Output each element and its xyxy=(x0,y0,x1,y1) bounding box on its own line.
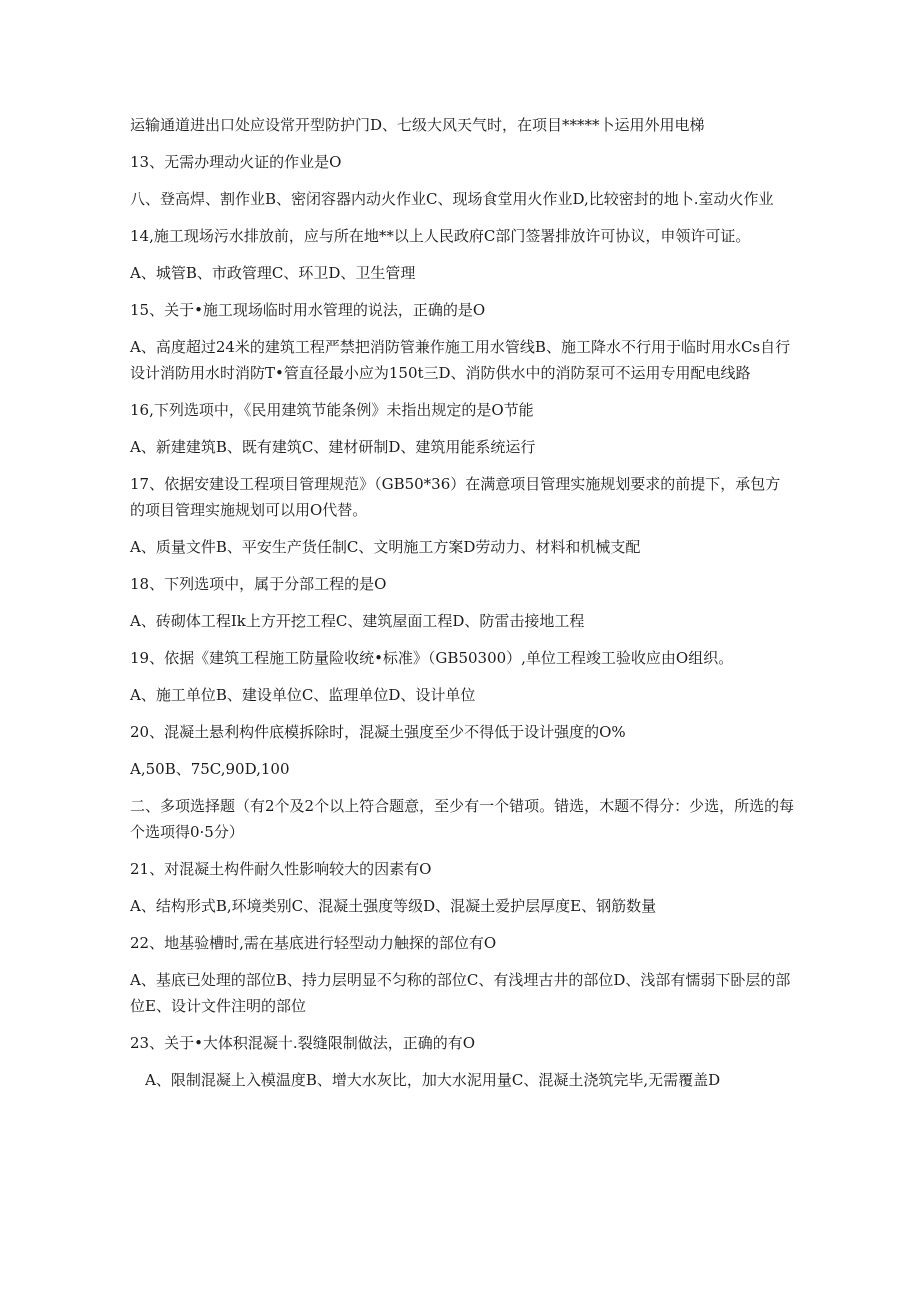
document-body xyxy=(130,112,795,1104)
options-18: A、砖砌体工程Ik上方开挖工程C、建筑屋面工程D、防雷击接地工程 xyxy=(130,612,585,630)
options-20: A,50B、75C,90D,100 xyxy=(130,760,290,778)
options-23: A、限制混凝上入模温度B、增大水灰比，加大水泥用量C、混凝土浇筑完毕,无需覆盖D xyxy=(145,1071,721,1089)
text-line: 运输通道进出口处应设常开型防护门D、七级大风天气时，在项目*****卜运用外用电梯 xyxy=(130,116,705,134)
options-14: A、城管B、市政管理C、环卫D、卫生管理 xyxy=(130,264,416,282)
options-17: A、质量文件B、平安生产货任制C、文明施工方案D劳动力、材料和机械支配 xyxy=(130,538,641,556)
question-13: 13、无需办理动火证的作业是O xyxy=(130,153,342,171)
question-21: 21、对混凝土构件耐久性影响较大的因素有O xyxy=(130,860,432,878)
options-16: A、新建建筑B、既有建筑C、建材研制D、建筑用能系统运行 xyxy=(130,438,536,456)
options-21: A、结构形式B,环境类别C、混凝土强度等级D、混凝土爱护层厚度E、钢筋数量 xyxy=(130,897,657,915)
question-17: 17、依据安建设工程项目管理规范》（GB50*36）在满意项目管理实施规划要求的前提下，承包方的项目管理实施规划可以用O代替。 xyxy=(130,475,781,519)
question-23: 23、关于•大体积混凝十.裂缝限制做法，正确的有O xyxy=(130,1034,476,1052)
question-18: 18、下列选项中，属于分部工程的是O xyxy=(130,575,387,593)
options-22: A、基底已处理的部位B、持力层明显不匀称的部位C、有浅埋古井的部位D、浅部有懦弱下卧层的部位E、设计文件注明的部位 xyxy=(130,971,791,1015)
question-14: 14,施工现场污水排放前，应与所在地**以上人民政府C部门签署排放许可协议，申领许可证。 xyxy=(130,227,751,245)
question-22: 22、地基验槽时,需在基底进行轻型动力触探的部位有O xyxy=(130,934,497,952)
section-heading-multiple-choice: 二、多项选择题（有2个及2个以上符合题意，至少有一个错项。错选，木题不得分：少选，所选的每个选项得0·5分） xyxy=(130,797,795,841)
options-13: 八、登高焊、割作业B、密闭容器内动火作业C、现场食堂用火作业D,比较密封的地卜.室动火作业 xyxy=(130,190,774,208)
question-16: 16,下列选项中，《民用建筑节能条例》未指出规定的是O节能 xyxy=(130,401,534,419)
options-15: A、高度超过24米的建筑工程严禁把消防管兼作施工用水管线B、施工降水不行用于临时用水Cs自行设计消防用水时消防T•管直径最小应为150t三D、消防供水中的消防泵可不运用专用配电线路 xyxy=(130,338,791,382)
question-15: 15、关于•施工现场临时用水管理的说法，正确的是O xyxy=(130,301,486,319)
options-19: A、施工单位B、建设单位C、监理单位D、设计单位 xyxy=(130,686,476,704)
question-20: 20、混凝土悬利构件底模拆除时，混凝土强度至少不得低于设计强度的O% xyxy=(130,723,626,741)
question-19: 19、依据《建筑工程施工防量险收统•标准》（GB50300）,单位工程竣工验收应由O组织。 xyxy=(130,649,734,667)
